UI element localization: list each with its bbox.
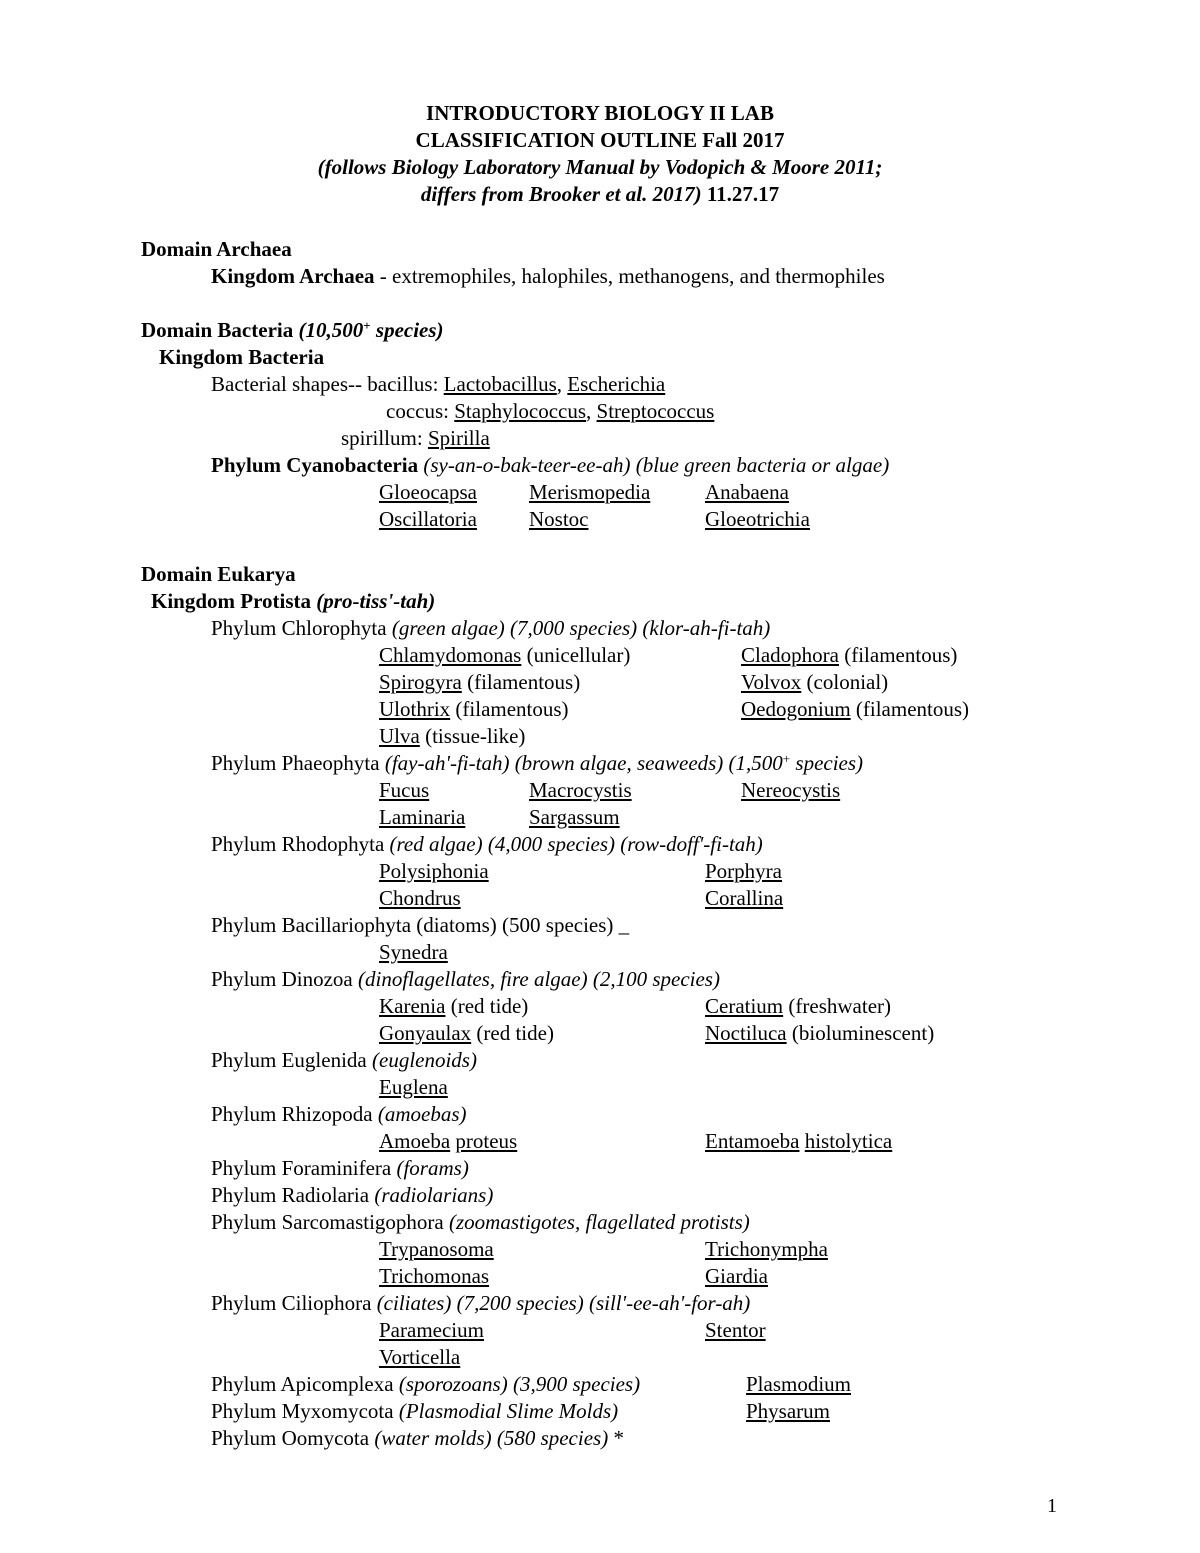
- genus-item: Karenia (red tide): [379, 994, 529, 1018]
- genus-item: Euglena: [379, 1075, 448, 1099]
- genus-item: Macrocystis: [529, 778, 632, 802]
- phylum-dinozoa: Phylum Dinozoa (dinoflagellates, fire algae) (2,100 species): [211, 967, 720, 991]
- genus-item: Anabaena: [705, 480, 789, 504]
- phylum-oomycota: Phylum Oomycota (water molds) (580 species) *: [211, 1426, 624, 1450]
- genus-item: Oscillatoria: [379, 507, 477, 531]
- phylum-euglenida: Phylum Euglenida (euglenoids): [211, 1048, 477, 1072]
- bacterial-shapes-bacillus: Bacterial shapes-- bacillus: Lactobacillus, Escherichia: [211, 372, 666, 396]
- genus-item: Polysiphonia: [379, 859, 489, 883]
- genus-item: Chlamydomonas (unicellular): [379, 643, 631, 667]
- phylum-rhizopoda: Phylum Rhizopoda (amoebas): [211, 1102, 467, 1126]
- domain-bacteria: Domain Bacteria (10,500+ species): [141, 318, 444, 342]
- title-line-3: (follows Biology Laboratory Manual by Vodopich & Moore 2011;: [317, 155, 883, 179]
- genus-item: Noctiluca (bioluminescent): [705, 1021, 935, 1045]
- genus-item: Chondrus: [379, 886, 461, 910]
- genus-item: Ceratium (freshwater): [705, 994, 892, 1018]
- genus-item: Fucus: [379, 778, 430, 802]
- genus-item: Volvox (colonial): [741, 670, 889, 694]
- genus-item: Oedogonium (filamentous): [741, 697, 970, 721]
- phylum-bacillariophyta: Phylum Bacillariophyta (diatoms) (500 species) _: [211, 913, 630, 937]
- phylum-chlorophyta: Phylum Chlorophyta (green algae) (7,000 species) (klor-ah-fi-tah): [211, 616, 771, 640]
- genus-item: Giardia: [705, 1264, 768, 1288]
- genus-item: Stentor: [705, 1318, 766, 1342]
- title-line-1: INTRODUCTORY BIOLOGY II LAB: [426, 101, 774, 125]
- domain-archaea: Domain Archaea: [141, 237, 292, 261]
- genus-item: Corallina: [705, 886, 784, 910]
- genus-item: Gonyaulax (red tide): [379, 1021, 554, 1045]
- genus-item: Trypanosoma: [379, 1237, 494, 1261]
- genus-item: Porphyra: [705, 859, 782, 883]
- domain-eukarya: Domain Eukarya: [141, 562, 296, 586]
- phylum-cyanobacteria: Phylum Cyanobacteria (sy-an-o-bak-teer-ee-ah) (blue green bacteria or algae): [211, 453, 890, 477]
- phylum-rhodophyta: Phylum Rhodophyta (red algae) (4,000 species) (row-doff'-fi-tah): [211, 832, 763, 856]
- genus-item: Cladophora (filamentous): [741, 643, 958, 667]
- genus-item: Ulothrix (filamentous): [379, 697, 569, 721]
- genus-item: Laminaria: [379, 805, 466, 829]
- phylum-apicomplexa: Phylum Apicomplexa (sporozoans) (3,900 species): [211, 1372, 641, 1396]
- genus-item: Merismopedia: [529, 480, 651, 504]
- genus-item: Nostoc: [529, 507, 589, 531]
- genus-item: Trichonympha: [705, 1237, 828, 1261]
- genus-item: Gloeotrichia: [705, 507, 810, 531]
- genus-item: Spirogyra (filamentous): [379, 670, 581, 694]
- genus-item: Nereocystis: [741, 778, 841, 802]
- bacterial-shapes-coccus: coccus: Staphylococcus, Streptococcus: [386, 399, 715, 423]
- genus-item: Vorticella: [379, 1345, 461, 1369]
- phylum-radiolaria: Phylum Radiolaria (radiolarians): [211, 1183, 494, 1207]
- page-number: 1: [1047, 1495, 1057, 1517]
- phylum-sarcomastigophora: Phylum Sarcomastigophora (zoomastigotes, flagellated protists): [211, 1210, 750, 1234]
- kingdom-archaea: Kingdom Archaea - extremophiles, halophiles, methanogens, and thermophiles: [211, 264, 885, 288]
- genus-item: Amoeba proteus: [379, 1129, 518, 1153]
- kingdom-bacteria: Kingdom Bacteria: [159, 345, 325, 369]
- genus-item: Synedra: [379, 940, 448, 964]
- phylum-myxomycota: Phylum Myxomycota (Plasmodial Slime Molds): [211, 1399, 619, 1423]
- title-line-2: CLASSIFICATION OUTLINE Fall 2017: [415, 128, 785, 152]
- genus-item: Entamoeba histolytica: [705, 1129, 893, 1153]
- genus-item: Ulva (tissue-like): [379, 724, 526, 748]
- phylum-phaeophyta: Phylum Phaeophyta (fay-ah'-fi-tah) (brown algae, seaweeds) (1,500+ species): [211, 751, 864, 775]
- genus-item: Gloeocapsa: [379, 480, 477, 504]
- bacterial-shapes-spirillum: spirillum: Spirilla: [341, 426, 490, 450]
- genus-item: Plasmodium: [746, 1372, 852, 1396]
- genus-item: Trichomonas: [379, 1264, 490, 1288]
- kingdom-protista: Kingdom Protista (pro-tiss'-tah): [151, 589, 436, 613]
- genus-item: Sargassum: [529, 805, 620, 829]
- phylum-foraminifera: Phylum Foraminifera (forams): [211, 1156, 469, 1180]
- title-line-4: differs from Brooker et al. 2017) 11.27.17: [420, 182, 780, 206]
- phylum-ciliophora: Phylum Ciliophora (ciliates) (7,200 species) (sill'-ee-ah'-for-ah): [211, 1291, 751, 1315]
- genus-item: Physarum: [746, 1399, 830, 1423]
- genus-item: Paramecium: [379, 1318, 484, 1342]
